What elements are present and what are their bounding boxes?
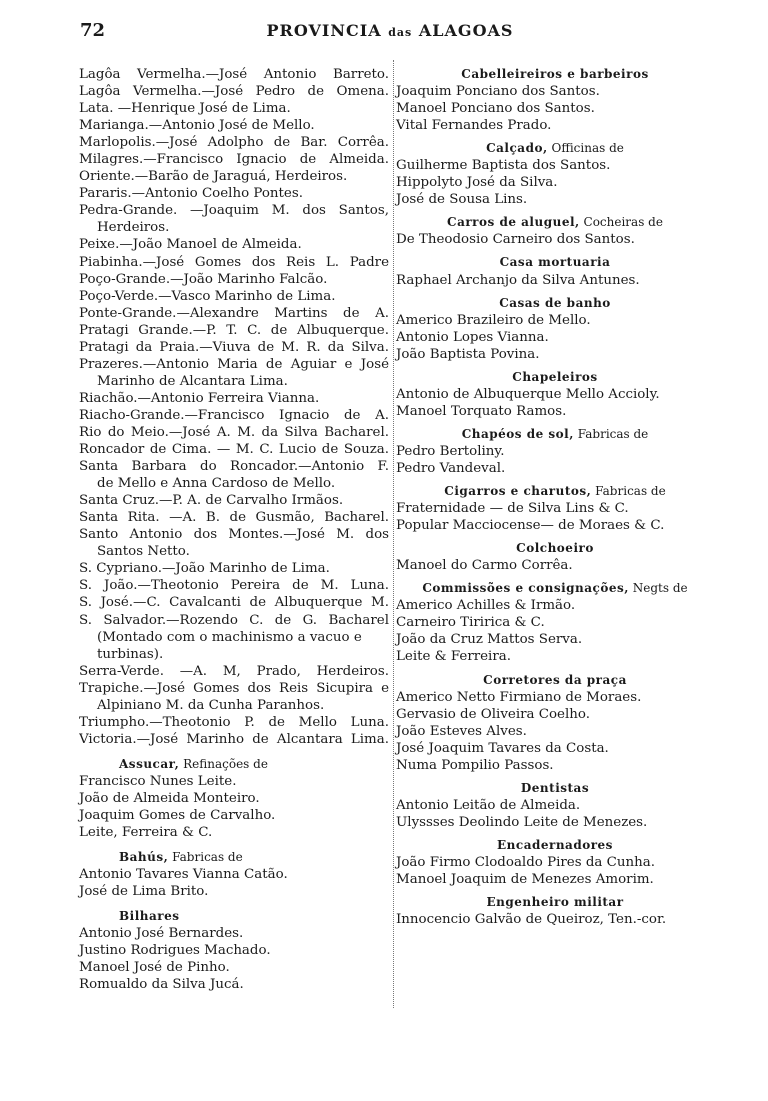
engenho-entry: Mariangа.—Antonio José de Mello.	[79, 118, 315, 134]
list-item: Pedro Bertoliny.	[396, 443, 505, 459]
section-heading: Cabelleireiros e barbeiros	[461, 67, 649, 81]
section-chapeos	[396, 426, 714, 477]
engenho-entry: Serra-Verde. —A. M, Prado, Herdeiros.	[79, 663, 389, 679]
list-item: Justino Rodrigues Machado.	[79, 943, 271, 959]
section-heading: Corretores da praça	[483, 672, 627, 687]
section-cabelleireiros	[396, 66, 714, 134]
list-item: Romualdo da Silva Jucá.	[79, 977, 244, 993]
section-heading: Chapéos de sol, Fabricas de	[461, 426, 649, 441]
engenho-entry: Pratagi Grande.—P. T. C. de Albuquerque.	[79, 322, 389, 338]
list-item: Francisco Nunes Leite.	[79, 773, 237, 789]
list-item: Americo Brazileiro de Mello.	[396, 312, 591, 328]
list-item: Hippolyto José da Silva.	[396, 175, 558, 191]
engenho-entry: Milagres.—Francisco Ignacio de Almeida.	[79, 152, 389, 168]
section-corretores	[396, 672, 714, 774]
list-item: Manoel do Carmo Corrêa.	[396, 558, 573, 574]
list-item: Innocencio Galvão de Queiroz, Ten.-cor.	[396, 912, 667, 928]
list-item: João da Cruz Mattos Serva.	[396, 632, 583, 648]
section-casas-banho	[396, 295, 714, 363]
list-item: Guilherme Baptista dos Santos.	[396, 158, 611, 174]
list-item: Antonio José Bernardes.	[79, 926, 244, 942]
list-item: Pedro Vandeval.	[396, 460, 506, 476]
engenho-entry: Pararis.—Antonio Coelho Pontes.	[79, 186, 303, 202]
list-item: Joaquim Gomes de Carvalho.	[79, 808, 276, 824]
engenho-entry: S. Salvador.—Rozendo C. de G. Bacharel	[79, 612, 389, 628]
section-casa-mortuaria	[396, 254, 714, 288]
engenho-entry: Poço-Verde.—Vasco Marinho de Lima.	[79, 288, 336, 304]
section-commissoes	[396, 580, 714, 665]
engenho-entry: Pratagi da Praia.—Viuva de M. R. da Silva.	[79, 339, 389, 355]
engenho-entry: Oriente.—Barão de Jaraguá, Herdeiros.	[79, 169, 348, 185]
engenho-entry: Roncador de Cima. — M. C. Lucio de Souza.	[79, 442, 389, 458]
list-item: João de Almeida Monteiro.	[79, 790, 260, 806]
column-divider	[393, 60, 395, 1008]
engenho-entry: S. Cypriano.—João Marinho de Lima.	[79, 561, 330, 577]
list-item: Numa Pompilio Passos.	[396, 757, 554, 773]
engenho-entry: Santa Barbara do Roncador.—Antonio F.	[79, 459, 389, 475]
list-item: Vital Fernandes Prado.	[396, 118, 552, 134]
engenho-entry: Peixe.—João Manoel de Almeida.	[79, 237, 302, 253]
list-item: Manoel Joaquim de Menezes Amorim.	[396, 872, 654, 888]
engenho-entry-continuation: Santos Netto.	[97, 544, 190, 560]
page-header	[70, 20, 710, 42]
section-chapeleiros	[396, 369, 714, 420]
title-word-provincia: PROVINCIA	[266, 21, 382, 40]
list-item: Joaquim Ponciano dos Santos.	[396, 84, 600, 100]
section-heading: Casas de banho	[499, 295, 611, 310]
engenho-entry: Lata. —Henrique José de Lima.	[79, 101, 291, 117]
list-item: Carneiro Tiririca & C.	[396, 615, 545, 631]
list-item: José de Lima Brito.	[79, 884, 209, 900]
engenho-entry: S. João.—Theotonio Pereira de M. Luna.	[79, 578, 389, 594]
engenho-entry: Trapiche.—José Gomes dos Reis Sicupira e	[79, 680, 389, 696]
list-item: Antonio Tavares Vianna Catão.	[79, 867, 288, 883]
engenho-entry: Santo Antonio dos Montes.—José M. dos	[79, 527, 389, 543]
list-item: Raphael Archanjo da Silva Antunes.	[396, 272, 640, 288]
engenho-entry-continuation: (Montado com o machinismo a vacuo e	[97, 629, 362, 645]
list-item: João Esteves Alves.	[396, 723, 527, 739]
list-item: Leite & Ferreira.	[396, 649, 511, 665]
list-item: João Baptista Povina.	[396, 346, 540, 362]
list-item: Manoel José de Pinho.	[79, 960, 230, 976]
engenho-entry: S. José.—C. Cavalcanti de Albuquerque M.	[79, 595, 389, 611]
list-item: José Joaquim Tavares da Costa.	[396, 740, 609, 756]
list-item: Manoel Torquato Ramos.	[396, 403, 567, 419]
engenho-entry: Santa Rita. —A. B. de Gusmão, Bacharel.	[79, 510, 389, 526]
list-item: Antonio de Albuquerque Mello Accioly.	[396, 386, 660, 402]
engenho-entry: Piabinha.—José Gomes dos Reis L. Padre	[79, 254, 389, 270]
section-colchoeiro	[396, 540, 714, 574]
engenho-entry: Lagôa Vermelha.—José Pedro de Omena.	[79, 84, 389, 100]
left-column	[79, 66, 389, 993]
list-item: Popular Macciocense— de Moraes & C.	[396, 518, 665, 534]
section-heading: Cigarros e charutos, Fabricas de	[444, 484, 666, 499]
section-cigarros	[396, 483, 714, 534]
engenho-entry: Santa Cruz.—P. A. de Carvalho Irmãos.	[79, 493, 344, 509]
list-item: José de Sousa Lins.	[396, 192, 528, 208]
list-item: Ulyssses Deolindo Leite de Menezes.	[396, 814, 648, 830]
page-number: 72	[80, 20, 106, 41]
engenho-entry: Lagôa Vermelha.—José Antonio Barreto.	[79, 67, 389, 82]
title-word-das: das	[388, 26, 413, 39]
section-heading: Bahús, Fabricas de	[119, 850, 243, 865]
list-item: Fraternidade — de Silva Lins & C.	[396, 501, 629, 517]
list-item: Leite, Ferreira & C.	[79, 825, 213, 841]
section-bilhares	[79, 908, 389, 993]
engenho-entry-continuation: de Mello e Anna Cardoso de Mello.	[97, 476, 336, 492]
list-item: Antonio Leitão de Almeida.	[396, 797, 581, 813]
list-item: Americo Netto Firmiano de Moraes.	[396, 689, 642, 705]
engenho-entry-continuation: Herdeiros.	[97, 220, 170, 236]
engenho-entry: Pedra-Grande. —Joaquim M. dos Santos,	[79, 203, 389, 219]
engenho-entry: Victoria.—José Marinho de Alcantara Lima.	[79, 731, 389, 747]
section-engenheiro	[396, 894, 714, 928]
list-item: Americo Achilles & Irmão.	[396, 598, 576, 614]
engenho-entry-continuation: Alpiniano M. da Cunha Paranhos.	[97, 697, 325, 713]
engenho-entry: Rio do Meio.—José A. M. da Silva Bacharel.	[79, 424, 389, 440]
section-calcado	[396, 140, 714, 208]
section-heading: Assucar, Refinações de	[119, 756, 268, 771]
section-heading: Commissões e consignações, Negts de	[422, 581, 688, 596]
section-assucar	[79, 756, 389, 841]
list-item: Antonio Lopes Vianna.	[396, 329, 549, 345]
list-item: Gervasio de Oliveira Coelho.	[396, 706, 590, 722]
engenho-entry: Riachão.—Antonio Ferreira Vianna.	[79, 390, 320, 406]
section-heading: Calçado, Officinas de	[486, 141, 624, 156]
engenho-entry: Riacho-Grande.—Francisco Ignacio de A.	[79, 407, 389, 423]
engenho-entry-continuation: turbinas).	[97, 646, 164, 662]
list-item: João Firmo Clodoaldo Pires da Cunha.	[396, 854, 656, 870]
section-heading: Carros de aluguel, Cocheiras de	[447, 215, 663, 230]
section-heading: Encadernadores	[497, 837, 613, 852]
engenho-entry: Ponte-Grande.—Alexandre Martins de A.	[79, 305, 389, 321]
section-heading: Casa mortuaria	[499, 255, 611, 270]
section-carros	[396, 214, 714, 248]
engenho-entry-continuation: Marinho de Alcantara Lima.	[97, 373, 288, 389]
title-word-alagoas: ALAGOAS	[418, 21, 514, 40]
section-heading: Engenheiro militar	[486, 895, 624, 910]
section-heading: Colchoeiro	[516, 541, 594, 556]
engenho-entry: Marlopolis.—José Adolpho de Bar. Corrêa.	[79, 135, 389, 151]
list-item: Manoel Ponciano dos Santos.	[396, 101, 595, 117]
section-dentistas	[396, 780, 714, 831]
right-column	[396, 66, 714, 928]
engenho-entry: Prazeres.—Antonio Maria de Aguiar e José	[79, 356, 389, 372]
running-title	[70, 21, 710, 40]
section-bahus	[79, 849, 389, 900]
section-heading: Chapeleiros	[512, 369, 598, 384]
section-heading: Bilhares	[119, 909, 180, 924]
section-heading: Dentistas	[520, 780, 590, 795]
section-encadernadores	[396, 837, 714, 888]
engenho-entry: Triumpho.—Theotonio P. de Mello Luna.	[79, 714, 389, 730]
engenho-entry: Poço-Grande.—João Marinho Falcão.	[79, 271, 328, 287]
list-item: De Theodosio Carneiro dos Santos.	[396, 232, 635, 248]
